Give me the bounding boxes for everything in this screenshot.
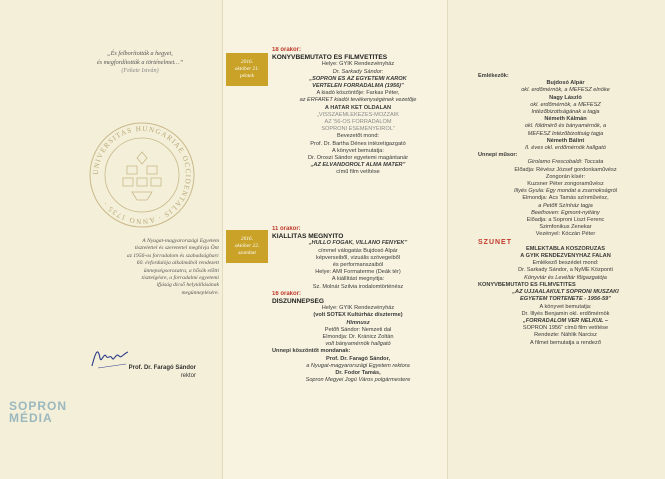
program-line: (volt SOTEX Kultúrház díszterme) — [313, 312, 403, 319]
program-line: volt bányamérnök hallgató — [325, 341, 391, 348]
program-line: képverseiből, vizuális szövegeiből — [316, 254, 400, 261]
intro-line: tisztelettel és szeretettel meghívja Önt — [134, 245, 219, 252]
program-line: Helye: GYIK Rendezvényház — [321, 61, 395, 68]
date-day: október 22. — [234, 243, 260, 249]
program-line: Elmondja: Dr. Kránicz Zoltán — [322, 334, 394, 341]
intro-line: 60. évfordulója alkalmából rendezett — [136, 260, 219, 267]
program-line: az ERFARET kiadói tevékenységének vezetője — [299, 97, 417, 104]
program-line: Prof. Dr. Bartha Dénes intézetigazgató — [310, 140, 406, 147]
date-badge-day1 — [226, 53, 268, 86]
program-day2 — [272, 226, 444, 384]
intro-line: az 1956-os forradalom és szabadságharc — [126, 252, 219, 259]
watermark-line: MÉDIA — [9, 411, 53, 425]
program-line: Petőfi Sándor: Nemzeti dal — [324, 326, 392, 333]
program-line: Nagy László — [549, 94, 582, 101]
program-line: és performanszaiból — [332, 262, 384, 269]
program-line: Németh Kálmán — [544, 116, 587, 123]
seal-text: UNIVERSITAS HUNGARIAE OCCIDENTALIS · ANNO 1735 · — [91, 124, 193, 226]
program-line: Dr. Sarkady Sándor, a NyME Központi — [518, 267, 613, 274]
program-line: A HATÁR KÉT OLDALÁN — [324, 104, 392, 111]
program-line: Ünnepi műsor: — [478, 152, 518, 159]
program-line: 16 órakor: — [272, 290, 302, 297]
signer-title: rektor — [180, 373, 196, 379]
program-line: „VISSZAEMLÉKEZÉS-MOZZAIK — [316, 111, 400, 118]
university-seal — [87, 120, 197, 230]
program-line: Zongorán kísér: — [545, 173, 586, 180]
program-line: „FORRADALOM VÉR NÉLKÜL – — [522, 317, 609, 324]
program-line: Kuzsner Péter zongoraművész — [527, 181, 604, 188]
intro-line: A Nyugat-magyarországi Egyetem — [142, 238, 219, 244]
program-line: AZ '56-OS FORRADALOM — [324, 119, 392, 126]
program-line: Sz. Molnár Szilvia irodalomtörténész — [312, 283, 404, 290]
program-line: Vezényel: Kóczán Péter — [535, 231, 596, 238]
quote-line: és megfordították a történelmet…” — [96, 58, 184, 66]
intro-line: ünnepségsorozatra, a hősök előtti — [143, 267, 219, 274]
intro-line: ifjúság dicső helytállásának — [156, 282, 219, 289]
watermark-line: SOPRON — [9, 399, 68, 413]
program-line: Emlékezők: — [478, 73, 509, 79]
intro-line: megünneplésére. — [181, 289, 219, 296]
program-line: Intézőbizottságának a tagja — [531, 109, 600, 116]
program-line: SZÜNET — [478, 238, 512, 246]
program-line: „AZ ELVÁNDOROLT ALMA MATER” — [310, 162, 406, 169]
program-line: Szimfonikus Zenekar — [539, 224, 592, 231]
sopron-media-watermark — [9, 400, 67, 424]
program-line: EGYETEM TÖRTÉNETE - 1956-59” — [520, 296, 611, 303]
program-line: a Petőfi Színház tagja — [538, 202, 593, 209]
program-line: A filmet bemutatja a rendező — [530, 339, 601, 346]
program-line: Ünnepi köszöntőt mondanak: — [272, 348, 351, 355]
fold-line-2 — [447, 0, 448, 479]
program-line: címmel válogatás Bujdosó Alpár — [318, 247, 398, 254]
program-line: KÖNYVBEMUTATÓ ÉS FILMVETÍTÉS — [272, 54, 388, 62]
date-year: 2016. — [240, 59, 254, 65]
program-line: A GYIK RENDEZVÉNYHÁZ FALÁN — [520, 253, 611, 260]
program-line: Helye: AMI Formaterme (Deák tér) — [315, 269, 401, 276]
program-line: Németh Bálint — [546, 137, 585, 144]
program-line: Előadja: Révész József gordonkaművész — [514, 166, 617, 173]
invitation-text — [57, 238, 219, 297]
program-line: A kiállítást megnyitja: — [331, 276, 385, 283]
program-line: Girolamo Frescobaldi: Toccata — [527, 159, 604, 166]
date-year: 2016. — [240, 236, 254, 242]
quote-line: „És felborították a hegyet, — [107, 50, 173, 57]
program-line: DÍSZÜNNEPSÉG — [272, 298, 325, 306]
program-line: VÉRTELEN FORRADALMA (1956)” — [312, 83, 404, 90]
program-line: okl. földmérő és bányamérnök, a — [524, 123, 607, 130]
signer — [96, 364, 196, 380]
program-line: MEFESZ Intézőbizottság tagja — [527, 130, 604, 137]
program-line: okl. erdőmérnök, a MEFESZ — [530, 101, 601, 108]
program-line: Illyés Gyula: Egy mondat a zsarnokságról — [514, 188, 617, 195]
program-line: Emlékező beszédet mond: — [532, 260, 599, 267]
program-line: A kiadó köszöntője: Farkas Péter, — [316, 90, 400, 97]
signer-name: Prof. Dr. Faragó Sándor — [128, 365, 196, 371]
program-line: a Nyugat-magyarországi Egyetem rektora — [306, 362, 410, 369]
program-line: Dr. Illyés Benjamin okl. erdőmérnök — [521, 310, 610, 317]
program-line: 11 órakor: — [272, 226, 301, 232]
program-line: „HULLÓ FOGAK, VILLANÓ FÉNYEK” — [308, 240, 408, 247]
program-line: Dr. Sarkady Sándor: — [332, 68, 384, 75]
program-line: A könyvet bemutatja: — [332, 147, 384, 154]
program-line: Elmondja: Ács Tamás színművész, — [522, 195, 609, 202]
program-line: Beethoven: Egmont-nyitány — [531, 209, 600, 216]
program-line: Előadja: a Soproni Liszt Ferenc — [526, 217, 605, 224]
date-badge-day2 — [226, 230, 268, 263]
program-line: 18 órakor: — [272, 47, 302, 53]
svg-text:UNIVERSITAS HUNGARIAE OCCIDENT — [92, 125, 192, 225]
program-line: Rendezte: Náhlik Narcisz — [534, 332, 597, 339]
intro-line: tisztelgésre, a forradalmi egyetemi — [141, 275, 219, 282]
program-line: SOPRON 1956” című film vetítése — [522, 325, 609, 332]
program-line: Könyvtár és Levéltár főigazgatója — [524, 274, 607, 281]
program-line: Himnusz — [346, 319, 370, 326]
program-line: KÖNYVBEMUTATÓ ÉS FILMVETÍTÉS — [478, 281, 576, 288]
program-continued — [478, 73, 653, 347]
program-line: Dr. Fodor Tamás, — [335, 370, 381, 377]
program-line: KIÁLLÍTÁS MEGNYITÓ — [272, 233, 344, 241]
date-day: október 21. — [234, 66, 260, 72]
quote-author: (Fekete István) — [121, 67, 159, 74]
program-line: SOPRONI ESEMÉNYEIRŐL” — [321, 126, 395, 133]
program-line: okl. erdőmérnök, a MEFESZ elnöke — [521, 87, 610, 94]
program-line: A könyvet bemutatja: — [539, 303, 592, 310]
program-line: Helye: GYIK Rendezvényház — [321, 305, 395, 312]
program-line: Bujdosó Alpár — [546, 80, 585, 87]
program-line: Dr. Oroszi Sándor egyetemi magántanár — [307, 155, 409, 162]
program-line: „AZ ÚJJÁALAKULT SOPRONI MŰSZAKI — [512, 289, 619, 296]
program-line: EMLÉKTÁBLA KOSZORÚZÁS — [525, 245, 606, 252]
quote — [60, 50, 220, 76]
program-line: „SOPRON ÉS AZ EGYETEMI KAROK — [309, 75, 407, 82]
program-line: Bevezetőt mond: — [337, 133, 379, 140]
program-line: II. éves okl. erdőmérnök hallgató — [525, 145, 606, 152]
program-day1 — [272, 47, 444, 177]
date-weekday: szombat — [238, 250, 256, 256]
program-line: Sopron Megyei Jogú Város polgármestere — [305, 377, 411, 384]
fold-line-1 — [222, 0, 223, 479]
program-line: Prof. Dr. Faragó Sándor, — [325, 355, 391, 362]
program-line: című film vetítése — [336, 169, 380, 176]
date-weekday: péntek — [239, 73, 255, 79]
